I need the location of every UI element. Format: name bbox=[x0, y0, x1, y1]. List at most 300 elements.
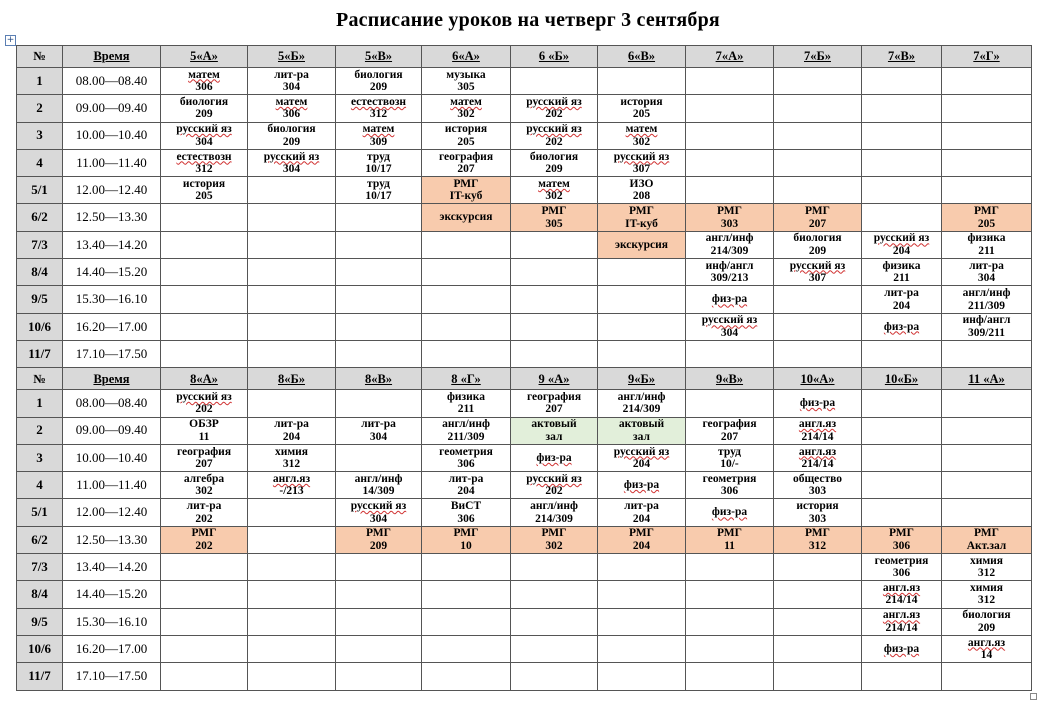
lesson-time: 12.50—13.30 bbox=[63, 204, 161, 231]
lesson-number: 1 bbox=[17, 390, 63, 417]
table-row bbox=[17, 122, 1032, 149]
room-label: 304 bbox=[720, 326, 739, 339]
lesson-cell bbox=[336, 95, 422, 122]
subject-label: англ/инф bbox=[617, 390, 666, 403]
lesson-number: 6/2 bbox=[17, 526, 63, 553]
lesson-cell bbox=[942, 526, 1032, 553]
lesson-cell bbox=[862, 259, 942, 286]
lesson-cell bbox=[336, 472, 422, 499]
subject-label: русский яз bbox=[526, 95, 582, 108]
lesson-cell bbox=[422, 390, 511, 417]
lesson-cell bbox=[862, 390, 942, 417]
room-label: 209 bbox=[369, 539, 388, 552]
lesson-cell bbox=[248, 417, 336, 444]
subject-label: музыка bbox=[446, 68, 486, 81]
lesson-cell bbox=[161, 122, 248, 149]
lesson-cell bbox=[161, 68, 248, 95]
lesson-cell bbox=[511, 340, 598, 367]
lesson-cell bbox=[942, 554, 1032, 581]
lesson-cell bbox=[686, 554, 774, 581]
lesson-cell bbox=[248, 390, 336, 417]
room-label: 205 bbox=[195, 190, 213, 203]
lesson-cell bbox=[774, 313, 862, 340]
room-label: 312 bbox=[195, 163, 213, 176]
lesson-time: 09.00—09.40 bbox=[63, 417, 161, 444]
schedule-body bbox=[17, 46, 1032, 691]
subject-label: русский яз bbox=[263, 150, 320, 163]
subject-label: лит-ра bbox=[274, 68, 309, 81]
lesson-cell bbox=[511, 313, 598, 340]
class-header: 6«В» bbox=[598, 46, 686, 68]
lesson-cell bbox=[248, 95, 336, 122]
lesson-cell bbox=[942, 286, 1032, 313]
subject-label: физ-ра bbox=[799, 397, 836, 410]
subject-label: физика bbox=[446, 390, 486, 403]
lesson-time: 13.40—14.20 bbox=[63, 231, 161, 258]
subject-label: РМГ bbox=[805, 527, 830, 540]
lesson-cell bbox=[942, 68, 1032, 95]
subject-label: физ-ра bbox=[711, 293, 748, 306]
schedule-table bbox=[16, 45, 1032, 691]
lesson-cell bbox=[336, 340, 422, 367]
subject-label: русский яз bbox=[350, 500, 407, 513]
room-label: IT-куб bbox=[625, 217, 658, 230]
lesson-cell bbox=[248, 122, 336, 149]
lesson-cell bbox=[598, 390, 686, 417]
lesson-cell bbox=[422, 581, 511, 608]
lesson-cell bbox=[248, 499, 336, 526]
lesson-cell bbox=[598, 68, 686, 95]
room-label: 309/211 bbox=[967, 326, 1006, 339]
lesson-cell bbox=[686, 68, 774, 95]
lesson-time: 15.30—16.10 bbox=[63, 608, 161, 635]
lesson-cell bbox=[161, 390, 248, 417]
lesson-cell bbox=[422, 177, 511, 204]
room-label: 304 bbox=[977, 272, 996, 285]
subject-label: англ.яз bbox=[882, 581, 921, 594]
room-label: Акт.зал bbox=[966, 539, 1007, 552]
subject-label: ВиСТ bbox=[450, 500, 482, 513]
subject-label: англ/инф bbox=[530, 500, 578, 513]
subject-label: труд bbox=[367, 177, 390, 190]
lesson-cell bbox=[862, 581, 942, 608]
lesson-cell bbox=[774, 444, 862, 471]
room-label: 209 bbox=[545, 163, 563, 176]
subject-label: англ/инф bbox=[705, 232, 754, 245]
subject-label: РМГ bbox=[366, 527, 391, 540]
lesson-cell bbox=[774, 635, 862, 662]
room-label: 303 bbox=[808, 512, 827, 525]
subject-label: физ-ра bbox=[536, 451, 572, 464]
lesson-number: 8/4 bbox=[17, 259, 63, 286]
lesson-cell bbox=[422, 608, 511, 635]
lesson-cell bbox=[942, 663, 1032, 690]
lesson-cell bbox=[942, 313, 1032, 340]
lesson-cell bbox=[598, 635, 686, 662]
room-label: 312 bbox=[977, 567, 996, 580]
class-header: 8«Б» bbox=[248, 368, 336, 390]
lesson-cell bbox=[161, 231, 248, 258]
lesson-cell bbox=[942, 635, 1032, 662]
room-label: 214/14 bbox=[801, 458, 834, 470]
subject-label: биология bbox=[962, 609, 1011, 622]
room-label: 207 bbox=[808, 217, 827, 230]
lesson-cell bbox=[686, 635, 774, 662]
lesson-number: 6/2 bbox=[17, 204, 63, 231]
table-move-handle-icon[interactable]: + bbox=[6, 35, 15, 45]
lesson-cell bbox=[774, 663, 862, 690]
lesson-cell bbox=[511, 95, 598, 122]
room-label: 204 bbox=[632, 512, 651, 525]
class-header: 7«А» bbox=[686, 46, 774, 68]
lesson-cell bbox=[336, 526, 422, 553]
lesson-cell bbox=[511, 68, 598, 95]
lesson-cell bbox=[422, 95, 511, 122]
room-label: 10/17 bbox=[365, 190, 392, 203]
room-label: 207 bbox=[195, 458, 213, 470]
subject-label: физ-ра bbox=[711, 506, 748, 519]
room-label: 306 bbox=[457, 458, 475, 470]
lesson-cell bbox=[862, 122, 942, 149]
subject-label: естествозн bbox=[350, 95, 407, 108]
lesson-cell bbox=[862, 499, 942, 526]
lesson-cell bbox=[774, 122, 862, 149]
lesson-cell bbox=[942, 122, 1032, 149]
room-label: 202 bbox=[545, 135, 563, 148]
room-label: 304 bbox=[369, 430, 388, 443]
room-label: 202 bbox=[545, 108, 563, 121]
subject-label: естествозн bbox=[176, 150, 232, 163]
subject-label: физ-ра bbox=[883, 320, 920, 333]
room-label: 207 bbox=[457, 163, 475, 176]
subject-label: англ.яз bbox=[882, 609, 921, 622]
room-label: 304 bbox=[282, 81, 301, 94]
lesson-cell bbox=[686, 313, 774, 340]
subject-label: лит-ра bbox=[624, 500, 659, 513]
lesson-time: 17.10—17.50 bbox=[63, 663, 161, 690]
subject-label: актовый bbox=[531, 418, 577, 431]
lesson-time: 12.00—12.40 bbox=[63, 177, 161, 204]
subject-label: РМГ bbox=[805, 205, 830, 218]
lesson-cell bbox=[248, 204, 336, 231]
lesson-cell bbox=[161, 608, 248, 635]
room-label: 214/14 bbox=[801, 430, 834, 443]
subject-label: ИЗО bbox=[629, 177, 654, 190]
room-label: 202 bbox=[545, 485, 563, 498]
lesson-cell bbox=[774, 259, 862, 286]
class-header: 11 «А» bbox=[942, 368, 1032, 390]
lesson-cell bbox=[161, 95, 248, 122]
subject-label: химия bbox=[969, 554, 1004, 567]
lesson-cell bbox=[862, 608, 942, 635]
class-header: 7«Г» bbox=[942, 46, 1032, 68]
table-row bbox=[17, 390, 1032, 417]
lesson-cell bbox=[161, 472, 248, 499]
subject-label: русский яз bbox=[873, 232, 930, 245]
lesson-number: 1 bbox=[17, 68, 63, 95]
lesson-cell bbox=[248, 526, 336, 553]
lesson-cell bbox=[511, 472, 598, 499]
lesson-cell bbox=[336, 417, 422, 444]
room-label: 14 bbox=[980, 649, 993, 662]
lesson-cell bbox=[248, 68, 336, 95]
subject-label: РМГ bbox=[541, 205, 567, 218]
subject-label: лит-ра bbox=[186, 500, 222, 513]
lesson-number: 9/5 bbox=[17, 286, 63, 313]
subject-label: физика bbox=[967, 232, 1006, 245]
subject-label: труд bbox=[718, 445, 741, 458]
lesson-cell bbox=[774, 390, 862, 417]
lesson-cell bbox=[161, 340, 248, 367]
subject-label: история bbox=[620, 95, 663, 108]
subject-label: русский яз bbox=[526, 123, 582, 136]
header-number: № bbox=[17, 46, 63, 68]
lesson-time: 14.40—15.20 bbox=[63, 581, 161, 608]
room-label: 303 bbox=[720, 217, 739, 230]
lesson-cell bbox=[511, 554, 598, 581]
room-label: 204 bbox=[892, 299, 911, 312]
lesson-cell bbox=[686, 472, 774, 499]
subject-label: англ.яз bbox=[798, 418, 837, 431]
room-label: 306 bbox=[892, 567, 911, 580]
lesson-cell bbox=[248, 177, 336, 204]
lesson-cell bbox=[774, 340, 862, 367]
subject-label: география bbox=[702, 418, 757, 431]
lesson-cell bbox=[422, 259, 511, 286]
lesson-cell bbox=[422, 313, 511, 340]
subject-label: РМГ bbox=[541, 527, 567, 540]
lesson-number: 4 bbox=[17, 472, 63, 499]
subject-label: химия bbox=[274, 445, 309, 458]
lesson-cell bbox=[161, 581, 248, 608]
room-label: 306 bbox=[720, 485, 739, 498]
table-row bbox=[17, 472, 1032, 499]
lesson-cell bbox=[598, 526, 686, 553]
lesson-cell bbox=[248, 472, 336, 499]
subject-label: биология bbox=[179, 95, 229, 108]
subject-label: геометрия bbox=[439, 445, 493, 458]
lesson-cell bbox=[161, 149, 248, 176]
subject-label: труд bbox=[367, 150, 390, 163]
room-label: 207 bbox=[720, 430, 739, 443]
class-header: 7«В» bbox=[862, 46, 942, 68]
subject-label: англ.яз bbox=[967, 636, 1006, 649]
room-label: 208 bbox=[632, 190, 651, 203]
subject-label: англ.яз bbox=[798, 445, 837, 458]
lesson-cell bbox=[422, 417, 511, 444]
lesson-cell bbox=[862, 417, 942, 444]
lesson-cell bbox=[422, 472, 511, 499]
subject-label: РМГ bbox=[629, 205, 654, 218]
lesson-cell bbox=[862, 149, 942, 176]
lesson-time: 10.00—10.40 bbox=[63, 122, 161, 149]
subject-label: ОБЗР bbox=[189, 418, 219, 431]
lesson-cell bbox=[161, 554, 248, 581]
lesson-cell bbox=[862, 472, 942, 499]
subject-label: РМГ bbox=[453, 527, 479, 540]
lesson-number: 8/4 bbox=[17, 581, 63, 608]
lesson-cell bbox=[686, 149, 774, 176]
class-header: 8«В» bbox=[336, 368, 422, 390]
room-label: 309 bbox=[369, 135, 388, 148]
table-row bbox=[17, 663, 1032, 690]
lesson-cell bbox=[862, 286, 942, 313]
lesson-cell bbox=[686, 526, 774, 553]
room-label: 204 bbox=[282, 430, 301, 443]
room-label: 302 bbox=[195, 485, 213, 498]
table-row bbox=[17, 177, 1032, 204]
lesson-cell bbox=[598, 313, 686, 340]
room-label: 302 bbox=[457, 108, 475, 121]
lesson-cell bbox=[686, 177, 774, 204]
room-label: зал bbox=[633, 430, 650, 443]
header-row bbox=[17, 46, 1032, 68]
lesson-cell bbox=[598, 608, 686, 635]
header-row bbox=[17, 368, 1032, 390]
subject-label: матем bbox=[625, 123, 658, 136]
lesson-cell bbox=[422, 340, 511, 367]
lesson-cell bbox=[248, 231, 336, 258]
table-resize-handle[interactable] bbox=[1030, 693, 1037, 700]
lesson-cell bbox=[248, 340, 336, 367]
room-label: 204 bbox=[892, 244, 911, 257]
table-row bbox=[17, 259, 1032, 286]
lesson-cell bbox=[686, 581, 774, 608]
room-label: 209 bbox=[282, 135, 301, 148]
lesson-cell bbox=[336, 122, 422, 149]
lesson-cell bbox=[422, 231, 511, 258]
lesson-cell bbox=[862, 663, 942, 690]
subject-label: лит-ра bbox=[884, 287, 919, 300]
subject-label: география bbox=[526, 390, 582, 403]
table-row bbox=[17, 581, 1032, 608]
room-label: 214/309 bbox=[710, 244, 749, 257]
lesson-number: 3 bbox=[17, 444, 63, 471]
lesson-cell bbox=[161, 259, 248, 286]
lesson-cell bbox=[598, 499, 686, 526]
room-label: 204 bbox=[457, 485, 475, 498]
subject-label: англ.яз bbox=[272, 472, 311, 485]
subject-label: биология bbox=[529, 150, 579, 163]
class-header: 9«В» bbox=[686, 368, 774, 390]
room-label: 10/- bbox=[720, 458, 739, 470]
lesson-cell bbox=[336, 286, 422, 313]
lesson-cell bbox=[774, 231, 862, 258]
lesson-cell bbox=[598, 581, 686, 608]
header-time: Время bbox=[63, 46, 161, 68]
class-header: 5«А» bbox=[161, 46, 248, 68]
subject-label: лит-ра bbox=[969, 259, 1004, 272]
lesson-cell bbox=[862, 313, 942, 340]
class-header: 9«Б» bbox=[598, 368, 686, 390]
lesson-cell bbox=[248, 286, 336, 313]
lesson-cell bbox=[774, 608, 862, 635]
lesson-cell bbox=[336, 390, 422, 417]
subject-label: геометрия bbox=[702, 472, 757, 485]
room-label: 312 bbox=[369, 108, 388, 121]
subject-label: РМГ bbox=[453, 177, 479, 190]
lesson-cell bbox=[686, 390, 774, 417]
room-label: IT-куб bbox=[449, 190, 483, 203]
lesson-cell bbox=[248, 444, 336, 471]
subject-label: РМГ bbox=[889, 527, 914, 540]
lesson-cell bbox=[422, 204, 511, 231]
lesson-time: 12.00—12.40 bbox=[63, 499, 161, 526]
room-label: 211/309 bbox=[967, 299, 1006, 312]
lesson-cell bbox=[862, 635, 942, 662]
subject-label: русский яз bbox=[176, 123, 232, 136]
class-header: 10«А» bbox=[774, 368, 862, 390]
table-row bbox=[17, 340, 1032, 367]
room-label: 202 bbox=[195, 403, 213, 416]
lesson-cell bbox=[336, 608, 422, 635]
lesson-cell bbox=[862, 526, 942, 553]
lesson-cell bbox=[598, 259, 686, 286]
subject-label: англ/инф bbox=[354, 472, 403, 485]
room-label: 11 bbox=[198, 430, 210, 443]
room-label: 202 bbox=[195, 539, 213, 552]
room-label: 306 bbox=[195, 81, 213, 94]
lesson-cell bbox=[336, 635, 422, 662]
lesson-cell bbox=[511, 581, 598, 608]
lesson-cell bbox=[422, 149, 511, 176]
lesson-cell bbox=[422, 499, 511, 526]
lesson-cell bbox=[336, 259, 422, 286]
lesson-time: 08.00—08.40 bbox=[63, 68, 161, 95]
room-label: 209 bbox=[808, 244, 827, 257]
lesson-cell bbox=[511, 526, 598, 553]
lesson-cell bbox=[942, 499, 1032, 526]
lesson-cell bbox=[161, 444, 248, 471]
lesson-cell bbox=[161, 204, 248, 231]
subject-label: химия bbox=[969, 581, 1004, 594]
lesson-cell bbox=[598, 204, 686, 231]
lesson-cell bbox=[862, 68, 942, 95]
lesson-cell bbox=[862, 444, 942, 471]
lesson-cell bbox=[511, 444, 598, 471]
lesson-time: 16.20—17.00 bbox=[63, 635, 161, 662]
subject-label: матем bbox=[275, 95, 308, 108]
subject-label: лит-ра bbox=[274, 418, 309, 431]
lesson-cell bbox=[336, 444, 422, 471]
class-header: 6«А» bbox=[422, 46, 511, 68]
lesson-cell bbox=[686, 231, 774, 258]
room-label: 14/309 bbox=[362, 485, 395, 498]
lesson-cell bbox=[336, 68, 422, 95]
table-row bbox=[17, 554, 1032, 581]
subject-label: физ-ра bbox=[883, 642, 920, 655]
subject-label: РМГ bbox=[974, 205, 999, 218]
subject-label: англ/инф bbox=[442, 418, 490, 431]
lesson-cell bbox=[511, 177, 598, 204]
lesson-cell bbox=[774, 417, 862, 444]
table-row bbox=[17, 286, 1032, 313]
lesson-cell bbox=[511, 231, 598, 258]
subject-label: актовый bbox=[618, 418, 665, 431]
lesson-cell bbox=[862, 340, 942, 367]
table-row bbox=[17, 95, 1032, 122]
lesson-time: 14.40—15.20 bbox=[63, 259, 161, 286]
subject-label: русский яз bbox=[613, 445, 670, 458]
lesson-cell bbox=[686, 444, 774, 471]
lesson-cell bbox=[942, 581, 1032, 608]
subject-label: матем bbox=[362, 123, 395, 136]
room-label: зал bbox=[545, 430, 563, 443]
lesson-cell bbox=[336, 231, 422, 258]
header-number: № bbox=[17, 368, 63, 390]
lesson-cell bbox=[942, 177, 1032, 204]
lesson-cell bbox=[248, 663, 336, 690]
